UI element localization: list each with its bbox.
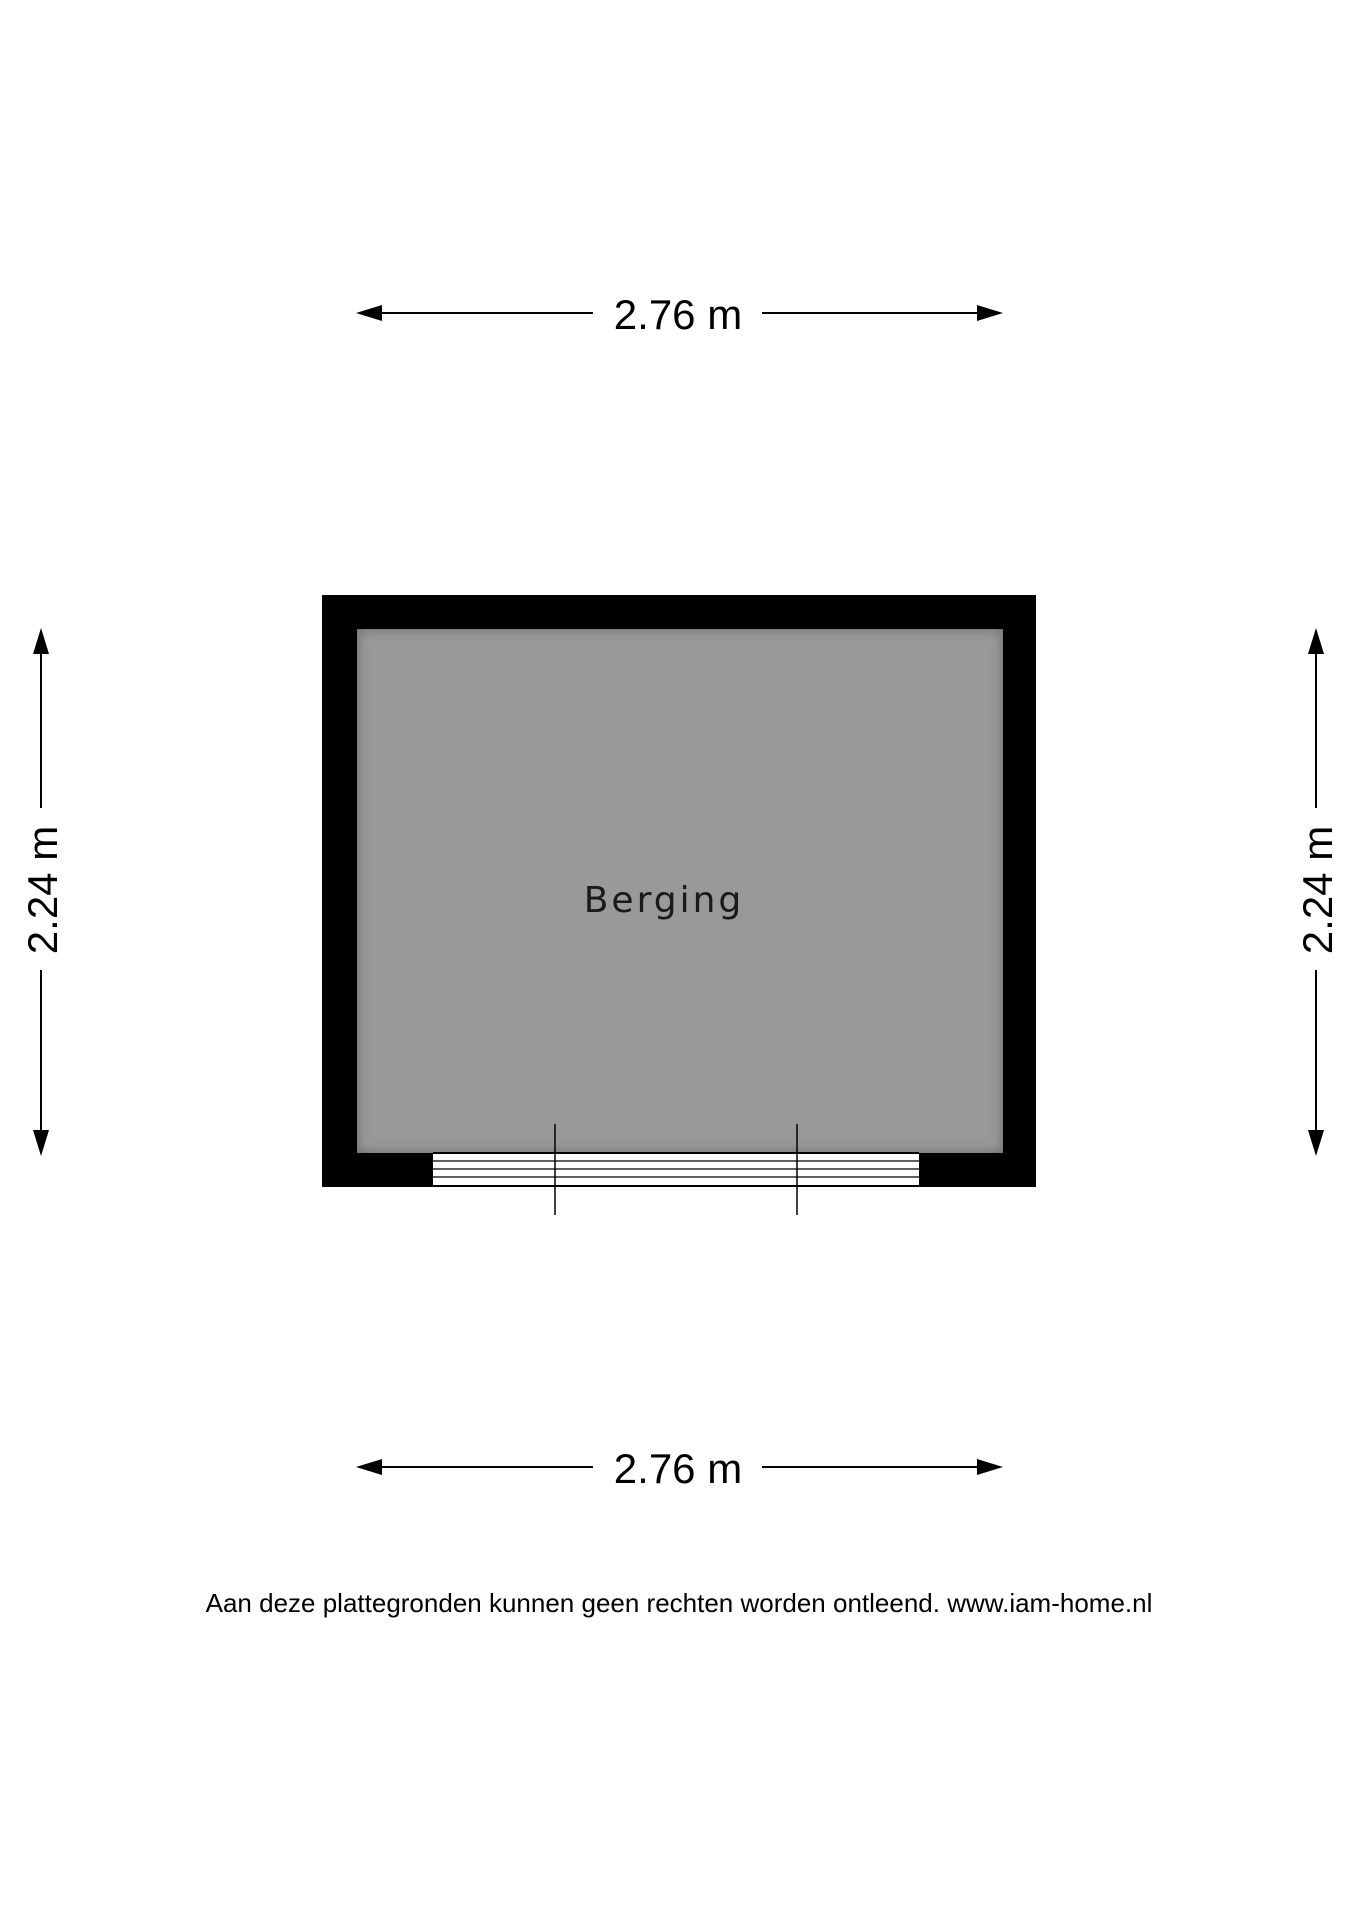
room-label: Berging — [583, 880, 745, 921]
bottom-dimension-label: 2.76 m — [613, 1445, 743, 1492]
left-dimension-label: 2.24 m — [19, 825, 66, 955]
bottom-dimension — [356, 1445, 1003, 1492]
right-dimension-label: 2.24 m — [1294, 825, 1341, 955]
top-dimension — [356, 291, 1003, 338]
left-dimension — [19, 628, 66, 1156]
top-dimension-label: 2.76 m — [613, 291, 743, 338]
right-dimension — [1294, 628, 1341, 1156]
disclaimer-text: Aan deze plattegronden kunnen geen rechten worden ontleend. www.iam-home.nl — [205, 1588, 1153, 1618]
